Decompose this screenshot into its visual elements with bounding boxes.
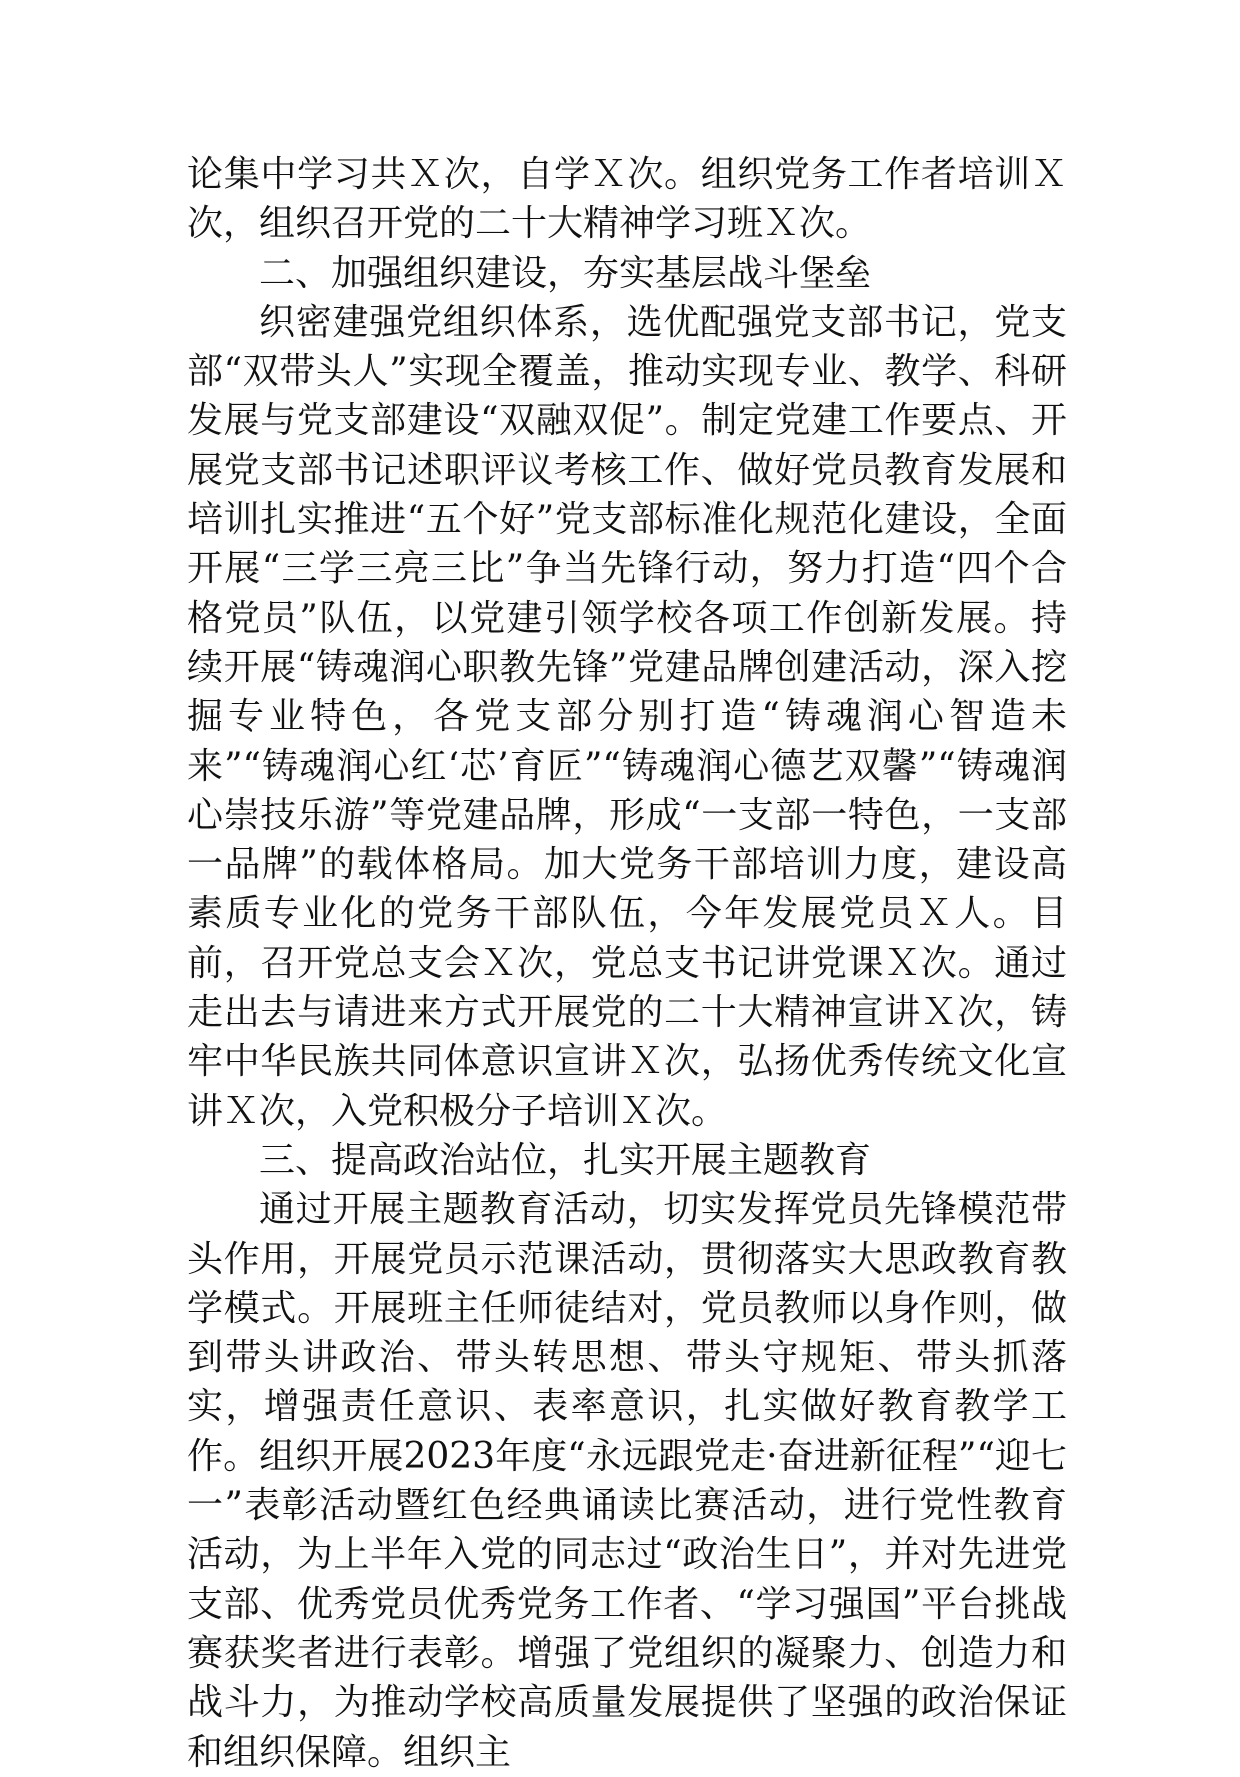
section-heading-2: 二、加强组织建设，夯实基层战斗堡垒 <box>259 252 872 294</box>
paragraph-theme-education: 通过开展主题教育活动，切实发挥党员先锋模范带头作用，开展党员示范课活动，贯彻落实大思政教育教学模式。开展班主任师徒结对，党员教师以身作则，做到带头讲政治、带头转思想、带头守规矩、带头抓落实，增强责任意识、表率意识，扎实做好教育教学工作。组织开展2023年度“永远跟党走·奋进新征程”“迎七一”表彰活动暨红色经典诵读比赛活动，进行党性教育活动，为上半年入党的同志过“政治生日”，并对先进党支部、优秀党员优秀党务工作者、“学习强国”平台挑战赛获奖者进行表彰。增强了党组织的凝聚力、创造力和战斗力，为推动学校高质量发展提供了坚强的政治保证和组织保障。组织主 <box>187 1189 1067 1773</box>
section-heading-3: 三、提高政治站位，扎实开展主题教育 <box>259 1139 872 1181</box>
paragraph-continued: 论集中学习共Ｘ次，自学Ｘ次。组织党务工作者培训Ｘ次，组织召开党的二十大精神学习班Ｘ次。 <box>187 154 1067 245</box>
paragraph-organization: 织密建强党组织体系，选优配强党支部书记，党支部“双带头人”实现全覆盖，推动实现专业、教学、科研发展与党支部建设“双融双促”。制定党建工作要点、开展党支部书记述职评议考核工作、做好党员教育发展和培训扎实推进“五个好”党支部标准化规范化建设，全面开展“三学三亮三比”争当先锋行动，努力打造“四个合格党员”队伍，以党建引领学校各项工作创新发展。持续开展“铸魂润心职教先锋”党建品牌创建活动，深入挖掘专业特色，各党支部分别打造“铸魂润心智造未来”“铸魂润心红‘芯’育匠”“铸魂润心德艺双馨”“铸魂润心崇技乐游”等党建品牌，形成“一支部一特色，一支部一品牌”的载体格局。加大党务干部培训力度，建设高素质专业化的党务干部队伍，今年发展党员Ｘ人。目前，召开党总支会Ｘ次，党总支书记讲党课Ｘ次。通过走出去与请进来方式开展党的二十大精神宣讲Ｘ次，铸牢中华民族共同体意识宣讲Ｘ次，弘扬优秀传统文化宣讲Ｘ次，入党积极分子培训Ｘ次。 <box>187 301 1067 1132</box>
document-body <box>187 150 1067 1777</box>
